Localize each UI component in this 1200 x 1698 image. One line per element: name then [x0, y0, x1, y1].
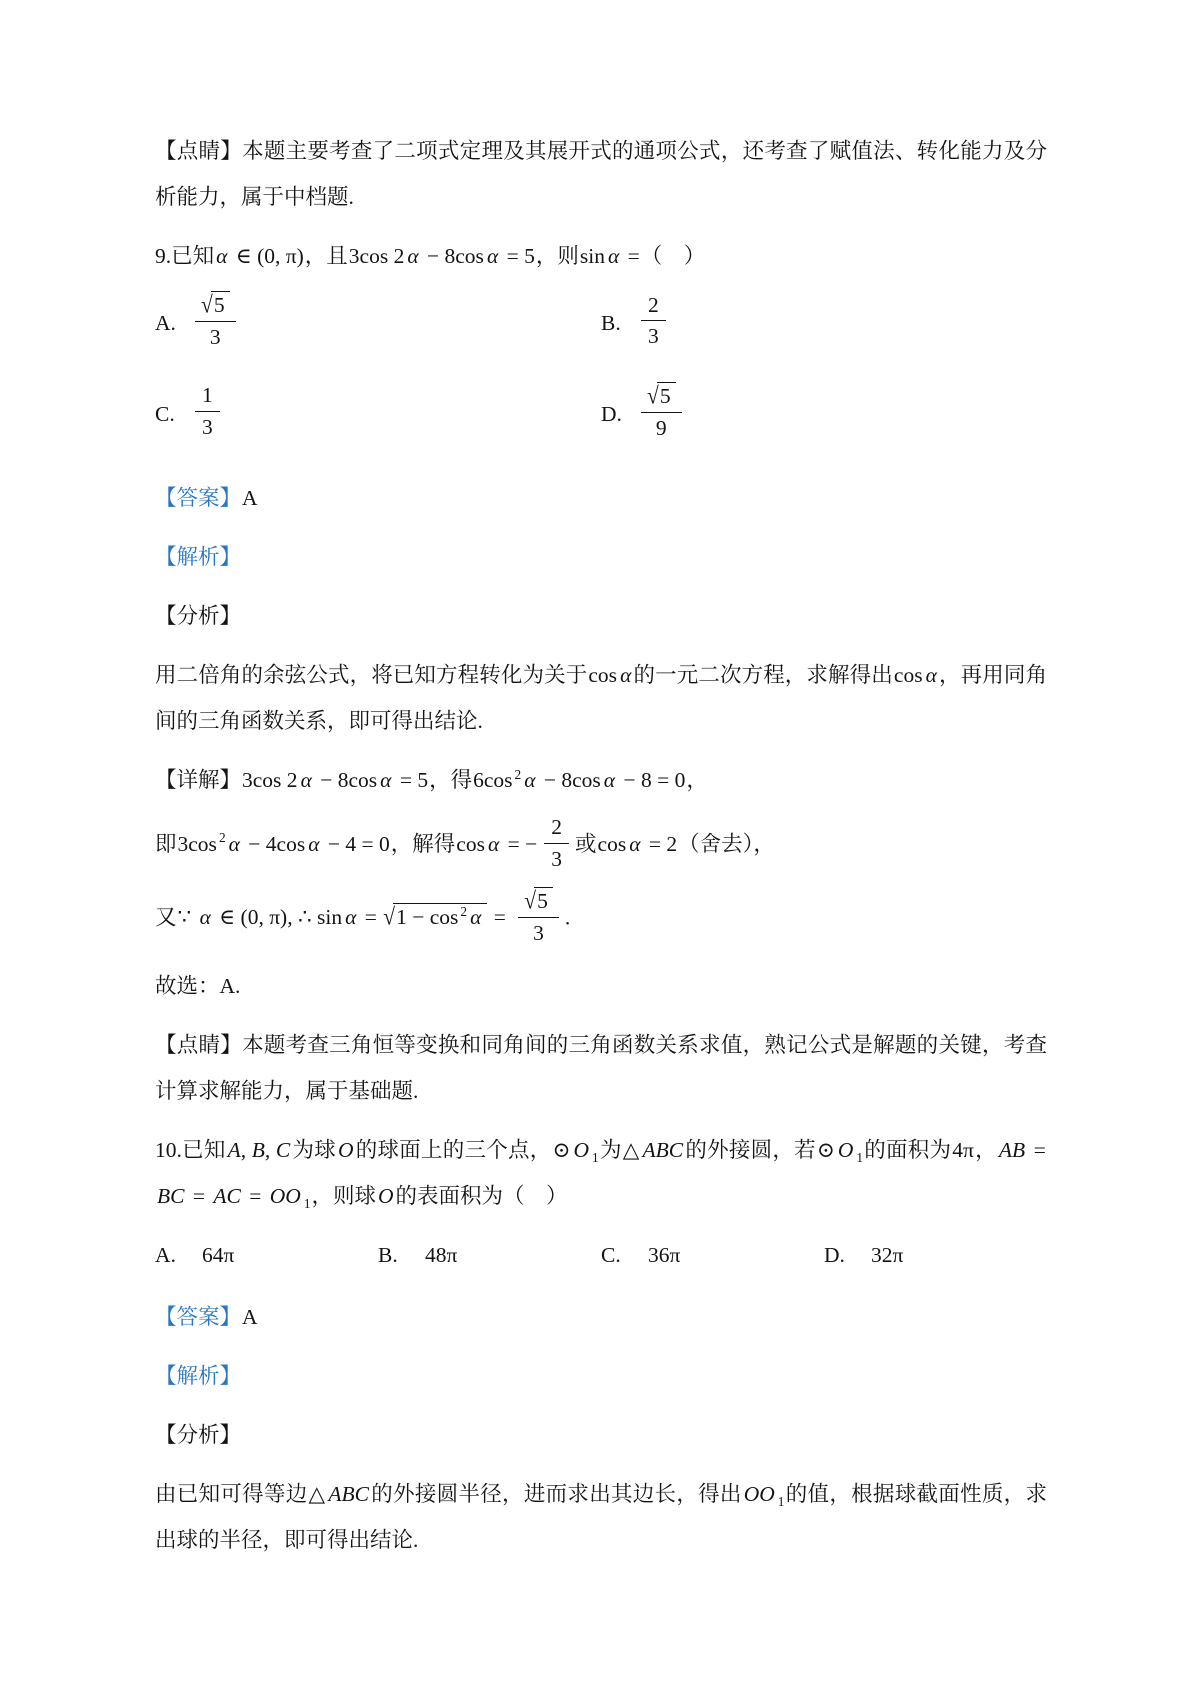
comment-pointer-q8 — [155, 128, 1047, 220]
option-value: 36π — [648, 1242, 681, 1267]
math-roman: 9 — [655, 415, 667, 440]
text-run: （舍去）， — [678, 831, 775, 856]
jiexi-10 — [155, 1353, 1047, 1399]
answer-10 — [155, 1294, 1047, 1340]
math-italic: α — [470, 905, 482, 929]
math-roman: cos — [597, 831, 627, 856]
fraction-numerator — [195, 291, 236, 322]
detail-9-line2 — [155, 816, 1047, 876]
fraction — [641, 382, 682, 443]
math-italic: α — [925, 662, 937, 687]
math-italic: α — [216, 244, 228, 268]
text-run: ， — [974, 1137, 997, 1162]
math-roman: − 8cos — [421, 244, 484, 268]
math-roman: 5 — [659, 383, 671, 408]
option-label: D. — [824, 1242, 845, 1267]
jiexi-9 — [155, 534, 1047, 580]
radicand — [657, 382, 676, 409]
option-C — [155, 384, 601, 444]
fraction-denominator — [641, 321, 666, 351]
text-run: 为 — [599, 1137, 622, 1162]
math-roman: = — [187, 1183, 211, 1208]
text-run: 的表面积为（ ） — [395, 1183, 568, 1208]
text-run: . — [564, 905, 571, 929]
fraction-denominator — [544, 844, 569, 874]
option-label: B. — [378, 1242, 398, 1267]
text-run: ，得 — [429, 767, 473, 792]
math-italic: α — [407, 244, 419, 268]
math-roman: − 4 = 0 — [322, 831, 390, 856]
text-run: 的一元二次方程，求解得出 — [633, 662, 893, 687]
answer-9 — [155, 475, 1047, 521]
math-italic: α — [524, 767, 536, 792]
math-roman: 1 − cos — [396, 905, 459, 929]
math-italic: α — [308, 831, 320, 856]
math-subscript: 1 — [303, 1195, 311, 1211]
math-italic: O — [378, 1183, 394, 1208]
math-roman: 2 — [648, 292, 659, 317]
math-roman: ⊙ — [552, 1137, 571, 1162]
math-roman: 2 — [551, 814, 563, 839]
radical-sign-icon: √ — [201, 291, 213, 318]
math-roman: △ — [308, 1481, 326, 1506]
fraction-denominator — [195, 412, 220, 442]
text-run: ，解得 — [390, 831, 456, 856]
sqrt-radical — [201, 291, 230, 318]
text-run: 的值，根据球截面性质，求出球的半径，即可得出结论. — [155, 1481, 1047, 1552]
fraction-numerator — [641, 292, 666, 322]
option-A — [155, 1232, 378, 1278]
math-roman: = 2 — [643, 831, 678, 856]
text-run: 的球面上的三个点， — [355, 1137, 552, 1162]
fenxi-9 — [155, 593, 1047, 639]
document-content — [155, 128, 1047, 1576]
fraction — [195, 291, 236, 352]
bracket-tag-blue: 【答案】 — [155, 1304, 242, 1329]
math-subscript: 1 — [856, 1149, 864, 1165]
text-run: 的外接圆半径，进而求出其边长，得出 — [370, 1481, 742, 1506]
math-roman: ⊙ — [816, 1137, 835, 1162]
detail-9-line3 — [155, 886, 1047, 950]
math-roman: = 5 — [501, 244, 535, 268]
math-roman: △ — [622, 1137, 640, 1162]
fraction — [518, 887, 559, 948]
math-italic: AC — [213, 1183, 241, 1208]
option-D — [601, 381, 1047, 445]
fraction-numerator — [544, 814, 569, 844]
math-roman: = − — [502, 831, 538, 856]
bracket-tag-blue: 【解析】 — [155, 544, 242, 569]
math-italic: α — [300, 767, 312, 792]
bracket-tag: 【分析】 — [155, 1422, 242, 1447]
math-italic: ABC — [328, 1481, 369, 1506]
option-label: D. — [601, 401, 622, 426]
math-roman: A — [242, 1304, 258, 1329]
math-italic: α — [486, 244, 499, 268]
fraction-denominator — [195, 322, 236, 352]
math-roman: − 4cos — [242, 831, 306, 856]
text-run: 本题主要考查了二项式定理及其展开式的通项公式，还考查了赋值法、转化能力及分析能力，属于中档题. — [155, 139, 1047, 209]
radical-sign-icon: √ — [524, 886, 537, 914]
math-italic: ABC — [642, 1137, 684, 1162]
conclusion-9 — [155, 963, 1047, 1009]
math-roman: = — [359, 905, 383, 929]
option-A — [155, 293, 601, 354]
option-B — [601, 294, 1047, 354]
option-label: A. — [155, 1242, 176, 1267]
text-run: 的面积为 — [864, 1137, 952, 1162]
math-roman: = — [488, 905, 512, 929]
math-italic: O — [837, 1137, 854, 1162]
math-roman: 3 — [202, 415, 213, 440]
math-roman: 6cos — [473, 767, 513, 792]
math-roman: 3cos 2 — [242, 767, 298, 792]
math-roman: sin — [579, 244, 605, 268]
math-roman: = — [1028, 1137, 1046, 1162]
math-roman: 3 — [648, 324, 659, 349]
text-run: 故选：A. — [155, 973, 241, 998]
sqrt-radical — [383, 903, 487, 930]
math-subscript: 1 — [592, 1149, 599, 1165]
bracket-tag: 【点睛】 — [155, 139, 243, 163]
math-roman: = — [622, 244, 640, 268]
option-label: A. — [155, 310, 176, 335]
text-run: 又 — [155, 905, 177, 929]
math-italic: α — [607, 244, 620, 268]
math-italic: α — [629, 831, 641, 856]
math-supscript: 2 — [460, 903, 468, 919]
text-run: 的外接圆，若 — [685, 1137, 816, 1162]
math-roman: ∵ — [177, 905, 197, 929]
text-run: ，且 — [304, 244, 348, 268]
option-value: 32π — [871, 1242, 904, 1267]
math-italic: OO — [269, 1183, 301, 1208]
radicand — [534, 887, 553, 914]
math-italic: α — [380, 767, 392, 792]
text-run: ，则球 — [311, 1183, 376, 1208]
bracket-tag: 【分析】 — [155, 603, 242, 628]
text-run: （ ） — [640, 244, 706, 268]
option-label: C. — [601, 1242, 621, 1267]
bracket-tag: 【详解】 — [155, 767, 242, 792]
math-italic: α — [620, 662, 632, 687]
text-run: 即 — [155, 831, 177, 856]
option-D — [824, 1232, 1047, 1278]
math-roman: A — [242, 485, 258, 510]
fraction-denominator — [518, 918, 559, 948]
math-roman: 3cos 2 — [348, 244, 405, 268]
math-roman: = 5 — [394, 767, 429, 792]
math-roman: = — [243, 1183, 267, 1208]
math-roman: 1 — [202, 383, 213, 408]
fraction-numerator — [518, 887, 559, 918]
math-roman: ∈ (0, π), ∴ sin — [213, 905, 343, 929]
math-italic: α — [487, 831, 500, 856]
fraction-numerator — [641, 382, 682, 413]
math-subscript: 1 — [777, 1493, 785, 1509]
sqrt-radical — [524, 887, 553, 914]
option-label: B. — [601, 310, 621, 335]
option-value: 48π — [425, 1242, 458, 1267]
math-roman: 5 — [213, 293, 225, 317]
text-run: ， — [686, 767, 708, 792]
analysis-9 — [155, 652, 1047, 744]
math-supscript: 2 — [218, 830, 226, 846]
math-italic: OO — [743, 1481, 775, 1506]
math-italic: O — [573, 1137, 590, 1162]
text-run: 由已知可得等边 — [155, 1481, 308, 1506]
text-run: 本题考查三角恒等变换和同角间的三角函数关系求值，熟记公式是解题的关键，考查计算求解能力，属于基础题. — [155, 1032, 1047, 1103]
text-run: ，则 — [535, 244, 579, 268]
comment-pointer-9 — [155, 1022, 1047, 1114]
fraction-denominator — [641, 413, 682, 443]
question-9-options-row — [155, 381, 1047, 445]
math-roman: − 8cos — [314, 767, 378, 792]
analysis-10 — [155, 1471, 1047, 1563]
math-roman: 3cos — [177, 831, 217, 856]
math-italic: O — [337, 1137, 354, 1162]
bracket-tag-blue: 【解析】 — [155, 1363, 242, 1388]
math-roman: − 8 = 0 — [618, 767, 686, 792]
text-run: 为球 — [292, 1137, 336, 1162]
option-value: 64π — [202, 1242, 235, 1267]
text-run: 或 — [575, 831, 597, 856]
math-roman: cos — [456, 831, 485, 856]
fenxi-10 — [155, 1412, 1047, 1458]
fraction — [641, 292, 666, 352]
math-roman: 4π — [952, 1137, 974, 1162]
math-italic: α — [603, 767, 616, 792]
fraction — [544, 814, 569, 874]
fraction-numerator — [195, 382, 220, 412]
option-label: C. — [155, 401, 175, 426]
sqrt-radical — [647, 382, 676, 409]
math-italic: α — [199, 905, 211, 929]
detail-9-line1 — [155, 757, 1047, 803]
text-run: 用二倍角的余弦公式，将已知方程转化为关于 — [155, 662, 588, 687]
math-roman: 5 — [537, 888, 548, 913]
question-10 — [155, 1127, 1047, 1219]
option-C — [601, 1232, 824, 1278]
math-italic: BC — [157, 1183, 185, 1208]
question-9 — [155, 233, 1047, 279]
math-italic: A, B, C — [227, 1137, 291, 1162]
question-9-options-row — [155, 293, 1047, 354]
math-italic: α — [228, 831, 240, 856]
bracket-tag: 【点睛】 — [155, 1032, 243, 1057]
radicand — [393, 903, 487, 930]
math-roman: 3 — [533, 920, 544, 945]
math-roman: 3 — [551, 846, 563, 871]
text-run: ，再用同角间的三角函数关系，即可得出结论. — [155, 662, 1047, 733]
question-10-options-row — [155, 1232, 1047, 1278]
math-italic: AB — [998, 1137, 1026, 1162]
math-roman: cos — [893, 662, 923, 687]
radical-sign-icon: √ — [647, 381, 659, 409]
bracket-tag-blue: 【答案】 — [155, 485, 242, 510]
radicand — [211, 291, 230, 318]
math-roman: ∈ (0, π) — [230, 244, 304, 268]
fraction — [195, 382, 220, 442]
math-roman: − 8cos — [538, 767, 601, 792]
option-B — [378, 1232, 601, 1278]
text-run: 10.已知 — [155, 1137, 226, 1162]
math-supscript: 2 — [514, 766, 522, 782]
math-roman: cos — [588, 662, 618, 687]
math-italic: α — [345, 905, 357, 929]
math-roman: 3 — [209, 324, 221, 349]
radical-sign-icon: √ — [383, 903, 396, 930]
text-run: 9.已知 — [155, 244, 215, 268]
